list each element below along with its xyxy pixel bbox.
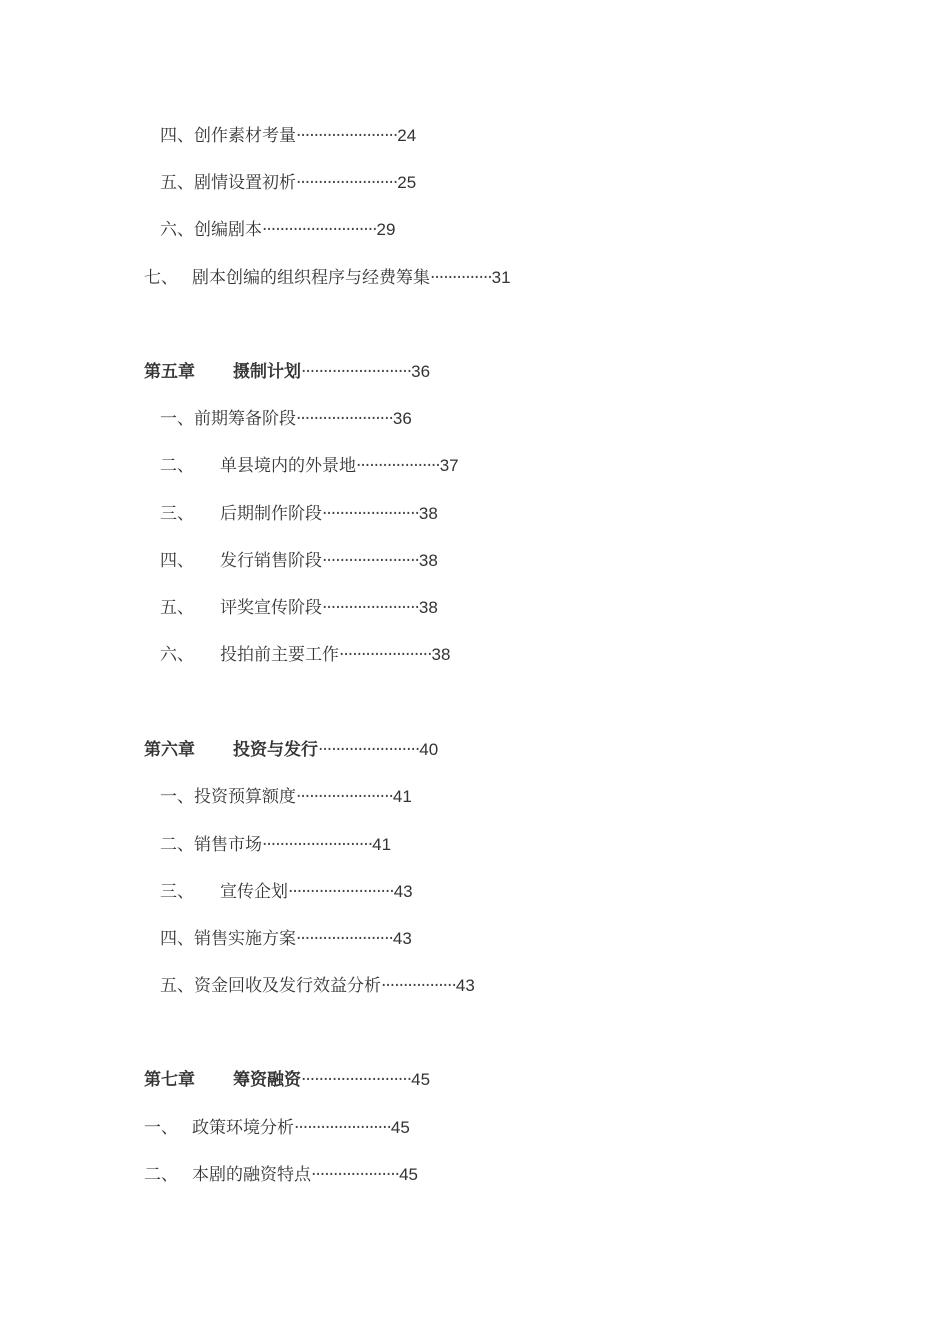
toc-leader-dots: ······················· bbox=[318, 740, 420, 760]
toc-chapter-number: 第七章 bbox=[144, 1070, 195, 1090]
toc-chapter-number: 第六章 bbox=[144, 740, 195, 760]
toc-chapter-title: 筹资融资 bbox=[233, 1070, 301, 1090]
toc-chapter-entry[interactable] bbox=[144, 738, 438, 762]
toc-entry[interactable] bbox=[160, 407, 412, 431]
toc-chapter-number: 第五章 bbox=[144, 362, 195, 382]
toc-entry[interactable] bbox=[160, 502, 438, 526]
toc-leader-dots: ······················ bbox=[322, 551, 419, 571]
toc-leader-dots: ····················· bbox=[339, 645, 432, 665]
toc-page-number: 41 bbox=[392, 787, 412, 806]
toc-entry-number: 一、 bbox=[160, 787, 194, 807]
toc-leader-dots: ················· bbox=[381, 976, 456, 996]
toc-entry[interactable] bbox=[160, 643, 450, 667]
toc-page-number: 40 bbox=[419, 740, 439, 759]
toc-leader-dots: ······················· bbox=[296, 173, 398, 193]
toc-page-number: 38 bbox=[418, 504, 438, 523]
toc-page-number: 45 bbox=[411, 1070, 431, 1089]
toc-entry-number: 三、 bbox=[160, 882, 194, 902]
toc-entry-title: 前期筹备阶段 bbox=[194, 409, 296, 429]
toc-page-number: 38 bbox=[431, 645, 451, 664]
toc-entry-title: 政策环境分析 bbox=[192, 1118, 294, 1138]
toc-entry[interactable] bbox=[160, 124, 416, 148]
toc-leader-dots: ························ bbox=[288, 882, 394, 902]
toc-entry-title: 创编剧本 bbox=[194, 220, 262, 240]
toc-entry-number: 七、 bbox=[144, 268, 178, 288]
toc-leader-dots: ······················ bbox=[322, 598, 419, 618]
toc-entry[interactable] bbox=[160, 454, 459, 478]
toc-entry-number: 五、 bbox=[160, 598, 194, 618]
toc-entry-title: 本剧的融资特点 bbox=[192, 1165, 311, 1185]
toc-page-number: 36 bbox=[411, 362, 431, 381]
toc-entry-number: 三、 bbox=[160, 504, 194, 524]
toc-entry-title: 创作素材考量 bbox=[194, 126, 296, 146]
toc-entry-title: 宣传企划 bbox=[220, 882, 288, 902]
toc-entry-title: 销售实施方案 bbox=[194, 929, 296, 949]
toc-entry-title: 评奖宣传阶段 bbox=[220, 598, 322, 618]
toc-entry[interactable] bbox=[160, 880, 413, 904]
toc-entry[interactable] bbox=[160, 833, 391, 857]
toc-leader-dots: ···················· bbox=[311, 1165, 400, 1185]
toc-chapter-entry[interactable] bbox=[144, 1068, 430, 1092]
toc-leader-dots: ······················· bbox=[296, 126, 398, 146]
toc-leader-dots: ·············· bbox=[430, 268, 492, 288]
toc-entry[interactable] bbox=[160, 785, 412, 809]
toc-entry[interactable] bbox=[160, 218, 395, 242]
toc-entry[interactable] bbox=[160, 596, 438, 620]
toc-entry[interactable] bbox=[144, 1116, 410, 1140]
toc-entry-number: 二、 bbox=[144, 1165, 178, 1185]
toc-entry-title: 投拍前主要工作 bbox=[220, 645, 339, 665]
toc-page-number: 29 bbox=[376, 220, 396, 239]
toc-leader-dots: ······················ bbox=[296, 787, 393, 807]
toc-leader-dots: ······················ bbox=[322, 504, 419, 524]
toc-page-number: 43 bbox=[393, 882, 413, 901]
toc-page-number: 45 bbox=[399, 1165, 418, 1184]
toc-leader-dots: ························· bbox=[301, 362, 412, 382]
toc-entry-number: 五、 bbox=[160, 173, 194, 193]
toc-entry[interactable] bbox=[144, 266, 511, 290]
toc-entry[interactable] bbox=[160, 549, 438, 573]
toc-leader-dots: ·························· bbox=[262, 220, 377, 240]
toc-page-number: 45 bbox=[390, 1118, 410, 1137]
toc-leader-dots: ······················ bbox=[296, 409, 393, 429]
toc-entry[interactable] bbox=[160, 974, 475, 998]
toc-entry-title: 剧情设置初析 bbox=[194, 173, 296, 193]
toc-entry-number: 二、 bbox=[160, 456, 194, 476]
toc-entry-number: 六、 bbox=[160, 645, 194, 665]
toc-page-number: 43 bbox=[455, 976, 475, 995]
toc-page-number: 38 bbox=[418, 551, 438, 570]
toc-page-number: 24 bbox=[397, 126, 417, 145]
toc-leader-dots: ························· bbox=[301, 1070, 412, 1090]
toc-entry-number: 四、 bbox=[160, 929, 194, 949]
toc-chapter-title: 投资与发行 bbox=[233, 740, 318, 760]
toc-leader-dots: ······················ bbox=[294, 1118, 391, 1138]
toc-entry-title: 发行销售阶段 bbox=[220, 551, 322, 571]
toc-entry-number: 一、 bbox=[144, 1118, 178, 1138]
toc-page-number: 36 bbox=[392, 409, 412, 428]
toc-entry-title: 资金回收及发行效益分析 bbox=[194, 976, 381, 996]
toc-entry-title: 投资预算额度 bbox=[194, 787, 296, 807]
toc-entry-title: 剧本创编的组织程序与经费筹集 bbox=[192, 268, 430, 288]
toc-leader-dots: ······················ bbox=[296, 929, 393, 949]
toc-entry-number: 四、 bbox=[160, 551, 194, 571]
toc-entry-title: 销售市场 bbox=[194, 835, 262, 855]
toc-entry[interactable] bbox=[160, 927, 412, 951]
toc-entry-title: 单县境内的外景地 bbox=[220, 456, 356, 476]
toc-page-number: 37 bbox=[439, 456, 459, 475]
toc-chapter-title: 摄制计划 bbox=[233, 362, 301, 382]
toc-leader-dots: ··················· bbox=[356, 456, 440, 476]
toc-entry-number: 一、 bbox=[160, 409, 194, 429]
toc-entry-number: 六、 bbox=[160, 220, 194, 240]
toc-entry-title: 后期制作阶段 bbox=[220, 504, 322, 524]
toc-entry-number: 二、 bbox=[160, 835, 194, 855]
toc-page-number: 41 bbox=[372, 835, 392, 854]
toc-leader-dots: ························· bbox=[262, 835, 373, 855]
toc-page-number: 38 bbox=[418, 598, 438, 617]
toc-page-number: 43 bbox=[392, 929, 412, 948]
toc-chapter-entry[interactable] bbox=[144, 360, 430, 384]
toc-entry[interactable] bbox=[144, 1163, 418, 1187]
toc-entry-number: 四、 bbox=[160, 126, 194, 146]
toc-entry-number: 五、 bbox=[160, 976, 194, 996]
toc-page-number: 25 bbox=[397, 173, 417, 192]
toc-entry[interactable] bbox=[160, 171, 416, 195]
toc-page-number: 31 bbox=[491, 268, 511, 287]
